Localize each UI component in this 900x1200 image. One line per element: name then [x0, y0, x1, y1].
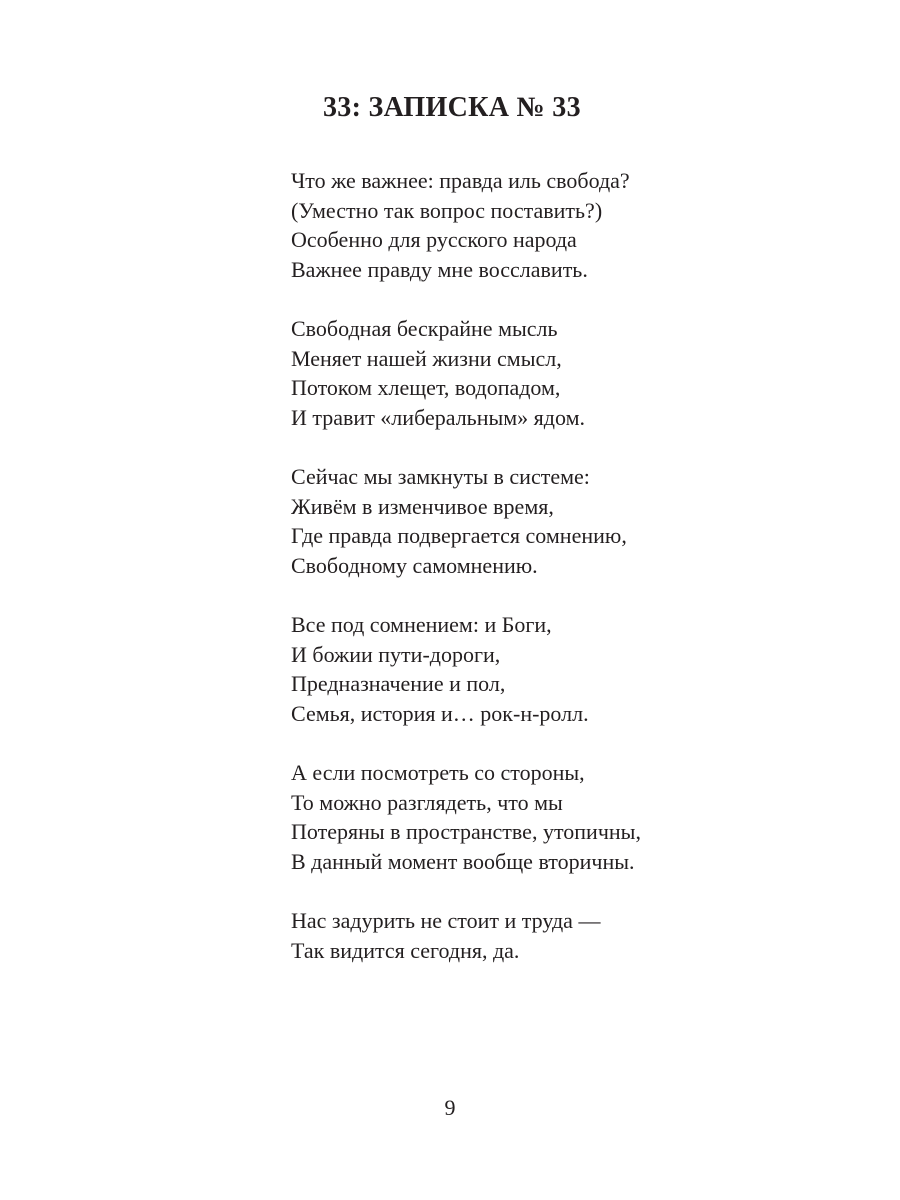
stanza-6 — [291, 906, 811, 965]
poem-line: Особенно для русского народа — [291, 227, 577, 252]
stanza-3 — [291, 462, 811, 580]
poem-line: Живём в изменчивое время, — [291, 493, 554, 519]
poem-line: Сейчас мы замкнуты в системе: — [291, 464, 590, 489]
poem-line: Все под сомнением: и Боги, — [291, 612, 552, 637]
poem-line: Важнее правду мне восславить. — [291, 256, 588, 282]
poem-line: Потоком хлещет, водопадом, — [291, 375, 561, 400]
stanza-2 — [291, 314, 811, 432]
poem-line: И божии пути-дороги, — [291, 641, 501, 667]
poem-line: Меняет нашей жизни смысл, — [291, 345, 562, 371]
poem-line: Что же важнее: правда иль свобода? — [291, 168, 630, 193]
page-number: 9 — [444, 1095, 456, 1120]
poem-line: То можно разглядеть, что мы — [291, 789, 563, 815]
poem-line: Предназначение и пол, — [291, 671, 506, 696]
poem-line: Потеряны в пространстве, утопичны, — [291, 819, 641, 844]
poem-line: Где правда подвергается сомнению, — [291, 523, 627, 548]
poem-line: Нас задурить не стоит и труда — — [291, 908, 601, 933]
poem-title: 33: ЗАПИСКА № 33 — [323, 92, 581, 123]
poem-line: (Уместно так вопрос поставить?) — [291, 197, 603, 223]
poem-line: Так видится сегодня, да. — [291, 937, 520, 963]
poem-line: Свободная бескрайне мысль — [291, 316, 558, 341]
stanza-1 — [291, 166, 811, 284]
poem-line: Семья, история и… рок-н-ролл. — [291, 700, 589, 726]
poem-line: В данный момент вообще вторичны. — [291, 848, 635, 874]
poem-body — [291, 166, 811, 995]
stanza-4 — [291, 610, 811, 728]
poem-line: И травит «либеральным» ядом. — [291, 404, 585, 430]
stanza-5 — [291, 758, 811, 876]
poem-line: Свободному самомнению. — [291, 552, 538, 578]
poem-line: А если посмотреть со стороны, — [291, 760, 585, 785]
